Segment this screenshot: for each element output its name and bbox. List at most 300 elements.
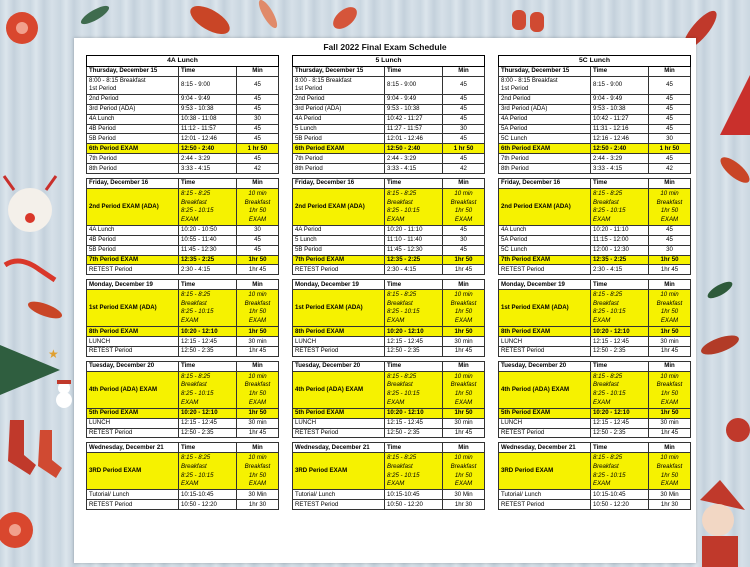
period-minutes: 1hr 45 xyxy=(649,347,691,357)
period-time: 9:04 - 9:49 xyxy=(591,94,649,104)
period-label: Tutorial/ Lunch xyxy=(293,490,385,500)
period-time: 11:45 - 12:30 xyxy=(179,245,237,255)
day-header-row xyxy=(87,280,279,290)
period-time: 12:50 - 2:40 xyxy=(179,144,237,154)
period-label: RETEST Period xyxy=(499,428,591,438)
period-minutes: 45 xyxy=(443,134,485,144)
period-minutes: 45 xyxy=(443,154,485,164)
exam-time: 8:15 - 8:25 Breakfast 8:25 - 10:15 EXAM xyxy=(385,453,443,490)
period-time: 11:15 - 12:00 xyxy=(591,235,649,245)
period-time: 10:20 - 12:10 xyxy=(179,327,237,337)
period-row xyxy=(87,235,279,245)
day-label: Thursday, December 15 xyxy=(293,67,385,77)
period-row xyxy=(499,418,691,428)
period-label: 8th Period xyxy=(293,164,385,174)
time-header: Time xyxy=(591,443,649,453)
time-header: Time xyxy=(385,443,443,453)
period-row xyxy=(87,124,279,134)
period-label: RETEST Period xyxy=(87,265,179,275)
period-label: 4A Period xyxy=(499,114,591,124)
time-header: Time xyxy=(591,67,649,77)
period-time: 10:50 - 12:20 xyxy=(591,500,649,510)
period-label: 3rd Period (ADA) xyxy=(499,104,591,114)
period-minutes: 1 hr 50 xyxy=(649,144,691,154)
time-header: Time xyxy=(179,179,237,189)
exam-time: 8:15 - 8:25 Breakfast 8:25 - 10:15 EXAM xyxy=(385,371,443,408)
period-row xyxy=(87,114,279,124)
lunch-header-row xyxy=(87,56,279,67)
lunch-header-row xyxy=(499,56,691,67)
period-time: 12:16 - 12:46 xyxy=(591,134,649,144)
period-time: 10:20 - 11:10 xyxy=(591,225,649,235)
period-row xyxy=(293,347,485,357)
period-label: 8th Period xyxy=(499,164,591,174)
period-row xyxy=(293,418,485,428)
day-header-row xyxy=(293,67,485,77)
period-time: 3:33 - 4:15 xyxy=(179,164,237,174)
exam-block-row xyxy=(87,290,279,327)
day-header-row xyxy=(293,280,485,290)
period-minutes: 45 xyxy=(237,134,279,144)
period-minutes: 45 xyxy=(443,225,485,235)
exam-period-row xyxy=(293,408,485,418)
period-row xyxy=(293,154,485,164)
period-label: 5 Lunch xyxy=(293,124,385,134)
period-label: 5B Period xyxy=(87,134,179,144)
period-label: 8th Period EXAM xyxy=(499,327,591,337)
time-header: Time xyxy=(179,361,237,371)
period-time: 12:00 - 12:30 xyxy=(591,245,649,255)
period-label: 5C Lunch xyxy=(499,245,591,255)
period-row xyxy=(293,500,485,510)
period-minutes: 1hr 50 xyxy=(237,327,279,337)
period-minutes: 45 xyxy=(649,124,691,134)
period-minutes: 30 Min xyxy=(443,490,485,500)
period-label: 6th Period EXAM xyxy=(499,144,591,154)
period-time: 10:50 - 12:20 xyxy=(385,500,443,510)
period-minutes: 1hr 45 xyxy=(237,428,279,438)
period-time: 11:12 - 11:57 xyxy=(179,124,237,134)
day-label: Wednesday, December 21 xyxy=(293,443,385,453)
exam-period-row xyxy=(499,144,691,154)
period-label: 5th Period EXAM xyxy=(499,408,591,418)
min-header: Min xyxy=(649,67,691,77)
period-label: 3rd Period (ADA) xyxy=(293,104,385,114)
period-minutes: 42 xyxy=(443,164,485,174)
period-row xyxy=(87,500,279,510)
period-minutes: 1hr 45 xyxy=(237,347,279,357)
period-time: 2:30 - 4:15 xyxy=(385,265,443,275)
exam-period-row xyxy=(499,408,691,418)
period-minutes: 30 min xyxy=(237,418,279,428)
period-time: 2:44 - 3:29 xyxy=(385,154,443,164)
min-header: Min xyxy=(443,361,485,371)
time-header: Time xyxy=(591,179,649,189)
period-row xyxy=(293,245,485,255)
period-minutes: 42 xyxy=(649,164,691,174)
period-row xyxy=(293,235,485,245)
period-label: 5C Lunch xyxy=(499,134,591,144)
exam-label: 3RD Period EXAM xyxy=(87,453,179,490)
period-minutes: 42 xyxy=(237,164,279,174)
period-time: 10:42 - 11:27 xyxy=(591,114,649,124)
period-label: 5A Period xyxy=(499,235,591,245)
lunch-header: 4A Lunch xyxy=(87,56,279,67)
period-minutes: 1hr 50 xyxy=(649,255,691,265)
period-time: 12:50 - 2:35 xyxy=(385,428,443,438)
period-minutes: 45 xyxy=(649,104,691,114)
schedule-table xyxy=(498,55,691,510)
period-label: LUNCH xyxy=(293,418,385,428)
min-header: Min xyxy=(237,443,279,453)
period-label: RETEST Period xyxy=(87,500,179,510)
period-label: 7th Period EXAM xyxy=(293,255,385,265)
day-header-row xyxy=(87,443,279,453)
period-time: 10:15-10:45 xyxy=(179,490,237,500)
exam-time: 8:15 - 8:25 Breakfast 8:25 - 10:15 EXAM xyxy=(179,453,237,490)
period-minutes: 30 xyxy=(237,225,279,235)
period-row xyxy=(87,490,279,500)
exam-label: 2nd Period EXAM (ADA) xyxy=(293,188,385,225)
period-minutes: 1hr 45 xyxy=(649,265,691,275)
period-label: 4A Lunch xyxy=(87,225,179,235)
period-label: 8th Period xyxy=(87,164,179,174)
exam-label: 4th Period (ADA) EXAM xyxy=(87,371,179,408)
period-minutes: 1hr 45 xyxy=(443,347,485,357)
period-label: 7th Period xyxy=(499,154,591,164)
exam-label: 3RD Period EXAM xyxy=(499,453,591,490)
period-row xyxy=(87,337,279,347)
period-label: 2nd Period xyxy=(87,94,179,104)
min-header: Min xyxy=(237,280,279,290)
period-minutes: 30 min xyxy=(649,337,691,347)
period-minutes: 30 xyxy=(443,235,485,245)
min-header: Min xyxy=(443,67,485,77)
exam-minutes: 10 min Breakfast 1hr 50 EXAM xyxy=(237,188,279,225)
period-time: 9:53 - 10:38 xyxy=(179,104,237,114)
period-label: 7th Period EXAM xyxy=(499,255,591,265)
exam-block-row xyxy=(293,453,485,490)
period-row xyxy=(293,114,485,124)
period-row xyxy=(87,104,279,114)
period-row xyxy=(87,347,279,357)
period-time: 12:50 - 2:40 xyxy=(385,144,443,154)
period-minutes: 45 xyxy=(237,235,279,245)
period-row xyxy=(499,347,691,357)
period-time: 9:04 - 9:49 xyxy=(385,94,443,104)
period-minutes: 45 xyxy=(649,94,691,104)
period-minutes: 45 xyxy=(443,245,485,255)
period-row xyxy=(87,265,279,275)
exam-period-row xyxy=(87,408,279,418)
period-minutes: 1hr 30 xyxy=(237,500,279,510)
exam-time: 8:15 - 8:25 Breakfast 8:25 - 10:15 EXAM xyxy=(179,290,237,327)
period-time: 2:30 - 4:15 xyxy=(179,265,237,275)
period-label: 4B Period xyxy=(87,235,179,245)
period-label: 8:00 - 8:15 Breakfast 1st Period xyxy=(293,76,385,94)
period-minutes: 30 min xyxy=(443,337,485,347)
period-minutes: 1hr 50 xyxy=(649,327,691,337)
period-label: 8th Period EXAM xyxy=(293,327,385,337)
exam-minutes: 10 min Breakfast 1hr 50 EXAM xyxy=(443,188,485,225)
period-minutes: 1hr 45 xyxy=(443,265,485,275)
period-minutes: 30 min xyxy=(649,418,691,428)
period-minutes: 1hr 50 xyxy=(443,327,485,337)
exam-time: 8:15 - 8:25 Breakfast 8:25 - 10:15 EXAM xyxy=(591,371,649,408)
min-header: Min xyxy=(649,443,691,453)
time-header: Time xyxy=(385,67,443,77)
exam-period-row xyxy=(293,327,485,337)
exam-time: 8:15 - 8:25 Breakfast 8:25 - 10:15 EXAM xyxy=(385,290,443,327)
exam-time: 8:15 - 8:25 Breakfast 8:25 - 10:15 EXAM xyxy=(179,188,237,225)
period-time: 10:20 - 12:10 xyxy=(385,327,443,337)
period-minutes: 30 xyxy=(649,245,691,255)
lunch-header: 5 Lunch xyxy=(293,56,485,67)
exam-block-row xyxy=(499,290,691,327)
period-label: 8:00 - 8:15 Breakfast 1st Period xyxy=(499,76,591,94)
period-time: 10:20 - 10:50 xyxy=(179,225,237,235)
period-label: LUNCH xyxy=(499,418,591,428)
exam-time: 8:15 - 8:25 Breakfast 8:25 - 10:15 EXAM xyxy=(591,453,649,490)
period-row xyxy=(87,418,279,428)
exam-block-row xyxy=(499,188,691,225)
day-label: Monday, December 19 xyxy=(499,280,591,290)
period-label: LUNCH xyxy=(293,337,385,347)
period-label: 7th Period xyxy=(293,154,385,164)
period-label: RETEST Period xyxy=(293,500,385,510)
day-header-row xyxy=(87,179,279,189)
period-row xyxy=(293,265,485,275)
period-label: 6th Period EXAM xyxy=(87,144,179,154)
period-minutes: 30 xyxy=(237,114,279,124)
period-minutes: 1hr 30 xyxy=(649,500,691,510)
period-row xyxy=(499,490,691,500)
period-minutes: 45 xyxy=(237,124,279,134)
day-label: Monday, December 19 xyxy=(293,280,385,290)
period-minutes: 1hr 45 xyxy=(649,428,691,438)
day-header-row xyxy=(87,361,279,371)
exam-minutes: 10 min Breakfast 1hr 50 EXAM xyxy=(237,371,279,408)
period-minutes: 1hr 45 xyxy=(443,428,485,438)
period-time: 12:50 - 2:35 xyxy=(179,428,237,438)
period-label: RETEST Period xyxy=(499,500,591,510)
snowman-icon xyxy=(56,380,72,408)
period-row xyxy=(87,94,279,104)
period-minutes: 30 Min xyxy=(237,490,279,500)
exam-block-row xyxy=(87,453,279,490)
period-minutes: 1hr 50 xyxy=(649,408,691,418)
period-row xyxy=(87,428,279,438)
exam-period-row xyxy=(87,327,279,337)
period-label: 2nd Period xyxy=(499,94,591,104)
day-label: Thursday, December 15 xyxy=(499,67,591,77)
period-minutes: 1hr 50 xyxy=(237,255,279,265)
period-label: RETEST Period xyxy=(87,347,179,357)
period-row xyxy=(499,94,691,104)
day-header-row xyxy=(293,443,485,453)
period-row xyxy=(293,124,485,134)
period-row xyxy=(87,164,279,174)
mittens-icon xyxy=(512,10,544,32)
period-row xyxy=(293,94,485,104)
period-label: 5B Period xyxy=(293,134,385,144)
min-header: Min xyxy=(443,280,485,290)
candy-cane-icon xyxy=(5,261,55,280)
period-minutes: 45 xyxy=(237,154,279,164)
day-label: Friday, December 16 xyxy=(87,179,179,189)
min-header: Min xyxy=(443,179,485,189)
day-header-row xyxy=(499,179,691,189)
period-minutes: 45 xyxy=(237,245,279,255)
period-time: 12:50 - 2:35 xyxy=(385,347,443,357)
period-time: 10:15-10:45 xyxy=(591,490,649,500)
day-label: Monday, December 19 xyxy=(87,280,179,290)
day-header-row xyxy=(87,67,279,77)
period-time: 2:30 - 4:15 xyxy=(591,265,649,275)
period-row xyxy=(499,245,691,255)
exam-label: 4th Period (ADA) EXAM xyxy=(499,371,591,408)
period-row xyxy=(293,104,485,114)
period-time: 10:20 - 12:10 xyxy=(591,327,649,337)
period-row xyxy=(499,76,691,94)
period-time: 10:55 - 11:40 xyxy=(179,235,237,245)
period-minutes: 30 xyxy=(649,134,691,144)
flower-icon xyxy=(6,12,38,44)
period-label: RETEST Period xyxy=(499,347,591,357)
period-time: 8:15 - 9:00 xyxy=(385,76,443,94)
period-time: 11:45 - 12:30 xyxy=(385,245,443,255)
period-time: 10:42 - 11:27 xyxy=(385,114,443,124)
period-row xyxy=(293,76,485,94)
period-minutes: 30 min xyxy=(443,418,485,428)
exam-minutes: 10 min Breakfast 1hr 50 EXAM xyxy=(443,371,485,408)
lunch-header-row xyxy=(293,56,485,67)
period-label: 4A Period xyxy=(293,225,385,235)
period-row xyxy=(293,337,485,347)
exam-block-row xyxy=(293,188,485,225)
exam-schedule-sheet xyxy=(74,38,696,563)
exam-minutes: 10 min Breakfast 1hr 50 EXAM xyxy=(649,188,691,225)
period-minutes: 1hr 50 xyxy=(443,408,485,418)
min-header: Min xyxy=(649,361,691,371)
day-label: Thursday, December 15 xyxy=(87,67,179,77)
period-row xyxy=(499,337,691,347)
period-label: LUNCH xyxy=(87,418,179,428)
period-time: 12:35 - 2:25 xyxy=(385,255,443,265)
min-header: Min xyxy=(237,361,279,371)
day-header-row xyxy=(499,443,691,453)
exam-label: 1st Period EXAM (ADA) xyxy=(293,290,385,327)
period-minutes: 1hr 50 xyxy=(237,408,279,418)
day-header-row xyxy=(293,361,485,371)
exam-period-row xyxy=(499,327,691,337)
period-time: 10:15-10:45 xyxy=(385,490,443,500)
exam-block-row xyxy=(87,188,279,225)
period-label: 5B Period xyxy=(293,245,385,255)
period-row xyxy=(499,265,691,275)
period-label: 4A Period xyxy=(293,114,385,124)
period-time: 2:44 - 3:29 xyxy=(591,154,649,164)
time-header: Time xyxy=(385,361,443,371)
exam-minutes: 10 min Breakfast 1hr 50 EXAM xyxy=(237,290,279,327)
stocking-icon xyxy=(8,420,62,478)
period-time: 12:50 - 2:35 xyxy=(179,347,237,357)
exam-label: 2nd Period EXAM (ADA) xyxy=(87,188,179,225)
period-row xyxy=(499,124,691,134)
period-minutes: 45 xyxy=(237,94,279,104)
period-label: 5 Lunch xyxy=(293,235,385,245)
day-label: Wednesday, December 21 xyxy=(499,443,591,453)
period-label: Tutorial/ Lunch xyxy=(499,490,591,500)
min-header: Min xyxy=(443,443,485,453)
period-time: 3:33 - 4:15 xyxy=(591,164,649,174)
period-row xyxy=(87,154,279,164)
period-time: 11:10 - 11:40 xyxy=(385,235,443,245)
period-label: 8th Period EXAM xyxy=(87,327,179,337)
exam-period-row xyxy=(293,144,485,154)
exam-time: 8:15 - 8:25 Breakfast 8:25 - 10:15 EXAM xyxy=(591,290,649,327)
schedule-table xyxy=(292,55,485,510)
exam-label: 1st Period EXAM (ADA) xyxy=(87,290,179,327)
exam-time: 8:15 - 8:25 Breakfast 8:25 - 10:15 EXAM xyxy=(179,371,237,408)
period-time: 9:53 - 10:38 xyxy=(591,104,649,114)
period-row xyxy=(499,500,691,510)
period-minutes: 1 hr 50 xyxy=(237,144,279,154)
period-row xyxy=(499,164,691,174)
period-time: 12:35 - 2:25 xyxy=(591,255,649,265)
period-time: 12:15 - 12:45 xyxy=(385,337,443,347)
exam-time: 8:15 - 8:25 Breakfast 8:25 - 10:15 EXAM xyxy=(385,188,443,225)
exam-time: 8:15 - 8:25 Breakfast 8:25 - 10:15 EXAM xyxy=(591,188,649,225)
period-time: 10:20 - 12:10 xyxy=(385,408,443,418)
period-time: 10:20 - 12:10 xyxy=(179,408,237,418)
period-minutes: 30 min xyxy=(237,337,279,347)
period-label: LUNCH xyxy=(87,337,179,347)
santa-icon xyxy=(700,480,745,567)
period-row xyxy=(499,104,691,114)
period-time: 12:50 - 2:35 xyxy=(591,347,649,357)
period-row xyxy=(293,225,485,235)
period-time: 8:15 - 9:00 xyxy=(179,76,237,94)
period-label: LUNCH xyxy=(499,337,591,347)
exam-block-row xyxy=(293,290,485,327)
period-row xyxy=(499,235,691,245)
min-header: Min xyxy=(237,179,279,189)
period-row xyxy=(293,134,485,144)
period-minutes: 1 hr 50 xyxy=(443,144,485,154)
exam-period-row xyxy=(87,144,279,154)
period-time: 12:15 - 12:45 xyxy=(385,418,443,428)
day-label: Wednesday, December 21 xyxy=(87,443,179,453)
exam-period-row xyxy=(499,255,691,265)
period-time: 12:01 - 12:46 xyxy=(385,134,443,144)
min-header: Min xyxy=(649,280,691,290)
period-label: 5B Period xyxy=(87,245,179,255)
time-header: Time xyxy=(179,67,237,77)
period-time: 12:15 - 12:45 xyxy=(179,337,237,347)
period-time: 10:20 - 11:10 xyxy=(385,225,443,235)
period-label: 4A Lunch xyxy=(87,114,179,124)
schedule-table xyxy=(86,55,279,510)
exam-period-row xyxy=(87,255,279,265)
period-time: 10:38 - 11:08 xyxy=(179,114,237,124)
period-time: 11:31 - 12:16 xyxy=(591,124,649,134)
exam-label: 4th Period (ADA) EXAM xyxy=(293,371,385,408)
reindeer-icon xyxy=(4,176,56,232)
lunch-header: 5C Lunch xyxy=(499,56,691,67)
period-time: 12:15 - 12:45 xyxy=(591,337,649,347)
period-row xyxy=(499,154,691,164)
